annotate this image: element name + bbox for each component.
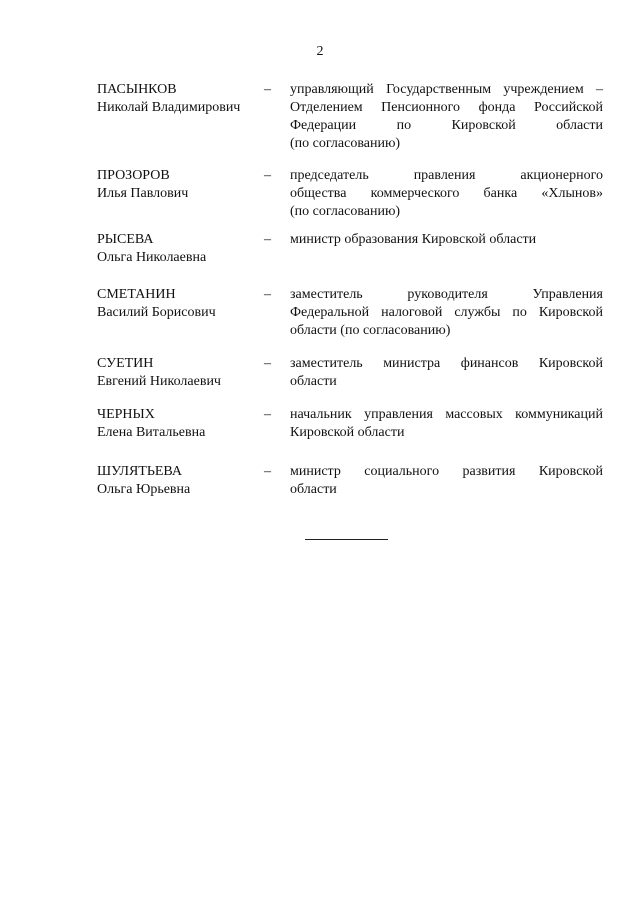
member-name [97, 167, 267, 203]
member-given-name: Василий Борисович [97, 305, 216, 320]
position-line: Федеральной налоговой службы по Кировской [290, 305, 603, 320]
member-name [97, 286, 267, 322]
position-line: Федерации по Кировской области [290, 118, 603, 133]
member-surname: ШУЛЯТЬЕВА [97, 464, 182, 479]
position-line: начальник управления массовых коммуникаций [290, 407, 603, 422]
member-name [97, 406, 267, 442]
member-position [290, 81, 603, 153]
page-number: 2 [316, 44, 324, 59]
separator-dash: – [264, 464, 271, 479]
member-name [97, 81, 267, 117]
end-divider-line [305, 539, 388, 540]
member-surname: ЧЕРНЫХ [97, 407, 155, 422]
member-given-name: Евгений Николаевич [97, 374, 221, 389]
member-position [290, 406, 603, 442]
separator-dash: – [264, 232, 271, 247]
separator-dash: – [264, 287, 271, 302]
member-given-name: Николай Владимирович [97, 100, 241, 115]
position-line: заместитель министра финансов Кировской [290, 356, 603, 371]
position-line: министр социального развития Кировской [290, 464, 603, 479]
position-line: области [290, 374, 337, 389]
position-line: области (по согласованию) [290, 323, 451, 338]
member-surname: СМЕТАНИН [97, 287, 176, 302]
member-surname: РЫСЕВА [97, 232, 154, 247]
position-line: заместитель руководителя Управления [290, 287, 603, 302]
member-given-name: Ольга Юрьевна [97, 482, 191, 497]
position-line: (по согласованию) [290, 136, 401, 151]
member-position [290, 167, 603, 221]
position-line: управляющий Государственным учреждением – [290, 82, 603, 97]
separator-dash: – [264, 356, 271, 371]
separator-dash: – [264, 82, 271, 97]
position-line: Кировской области [290, 425, 405, 440]
position-line: области [290, 482, 337, 497]
member-given-name: Ольга Николаевна [97, 250, 207, 265]
member-surname: СУЕТИН [97, 356, 154, 371]
member-position [290, 231, 603, 249]
member-position [290, 286, 603, 340]
member-given-name: Елена Витальевна [97, 425, 206, 440]
member-name [97, 355, 267, 391]
member-surname: ПРОЗОРОВ [97, 168, 170, 183]
member-position [290, 355, 603, 391]
member-name [97, 231, 267, 267]
position-line: (по согласованию) [290, 204, 401, 219]
separator-dash: – [264, 407, 271, 422]
member-position [290, 463, 603, 499]
position-line: председатель правления акционерного [290, 168, 603, 183]
member-name [97, 463, 267, 499]
position-line: Отделением Пенсионного фонда Российской [290, 100, 603, 115]
member-surname: ПАСЫНКОВ [97, 82, 177, 97]
member-given-name: Илья Павлович [97, 186, 189, 201]
separator-dash: – [264, 168, 271, 183]
position-line: общества коммерческого банка «Хлынов» [290, 186, 603, 201]
position-line: министр образования Кировской области [290, 232, 537, 247]
